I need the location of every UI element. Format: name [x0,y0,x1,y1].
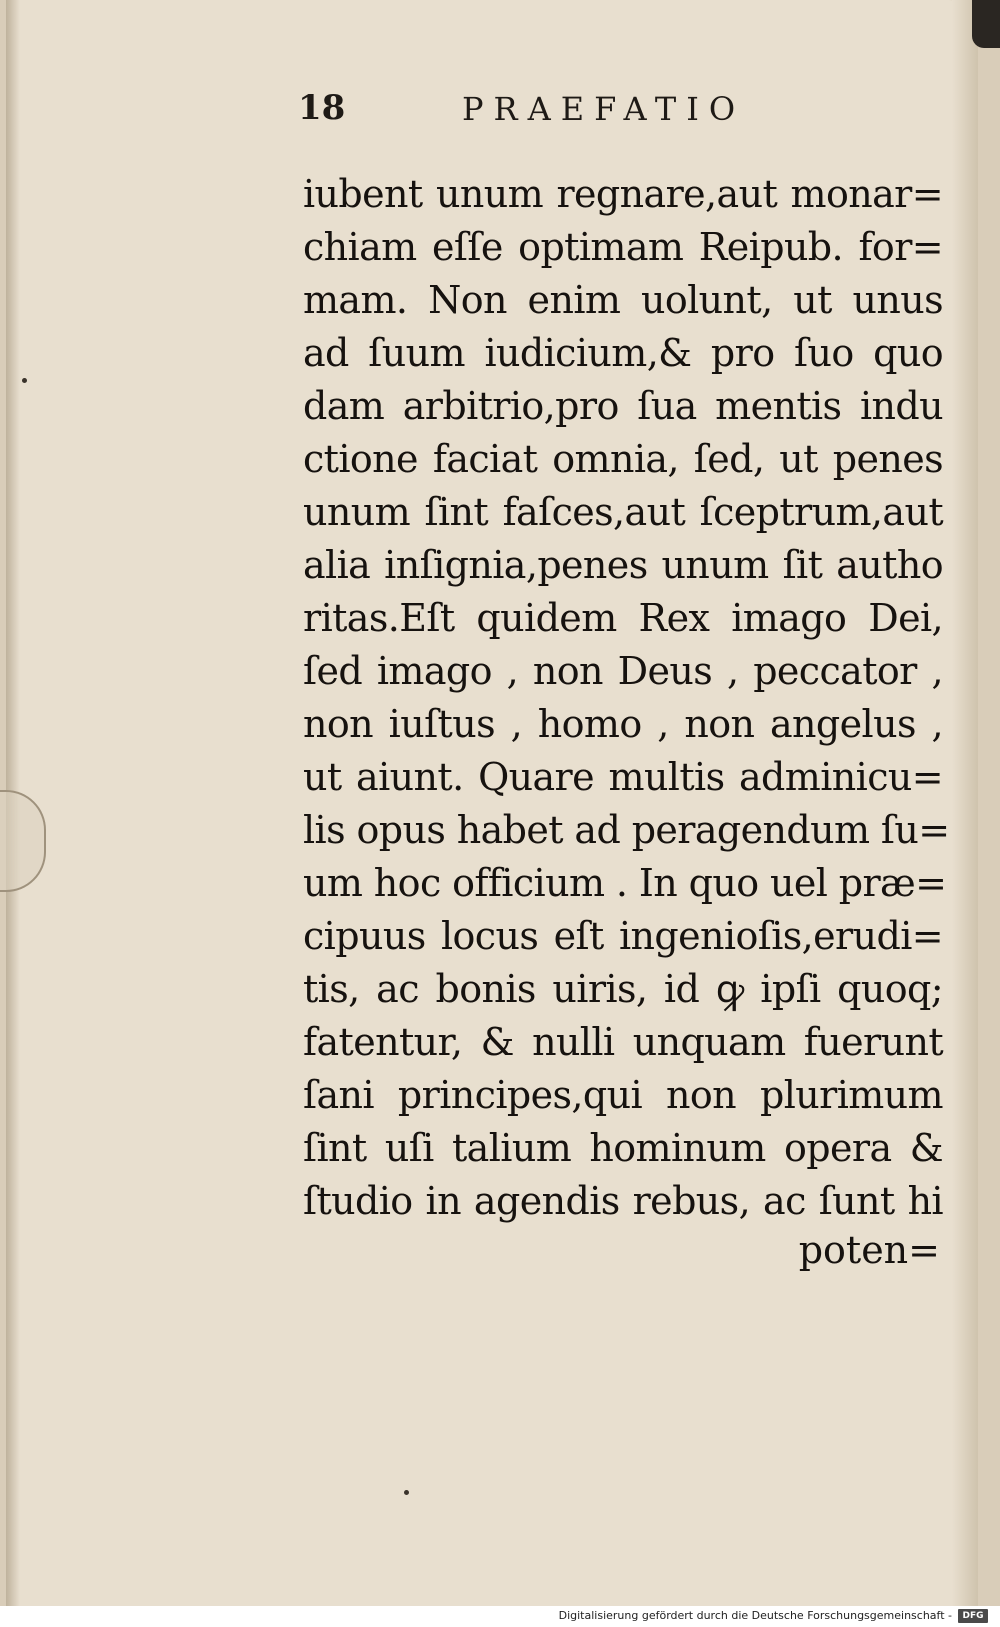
text-line: fatentur, & nulli unquam fuerunt [303,1020,943,1064]
digitization-footer [0,1606,1000,1627]
text-line: alia inſignia,penes unum ſit autho [303,543,943,587]
text-line: lis opus habet ad peragendum ſu= [303,808,950,852]
text-line: um hoc officium . In quo uel præ= [303,861,947,905]
text-line: ſed imago , non Deus , peccator , [303,649,943,693]
text-line: ſint uſi talium hominum opera & [303,1126,943,1170]
catchword: poten= [798,1228,940,1272]
running-title: PRAEFATIO [462,90,746,128]
body-text [303,168,950,1228]
text-line: ad ſuum iudicium,& pro ſuo quo [303,331,943,375]
text-line: iubent unum regnare,aut monar= [303,172,943,216]
text-line: unum ſint faſces,aut ſceptrum,aut [303,490,943,534]
text-line: cipuus locus eſt ingenioſis,erudi= [303,914,943,958]
folio-number: 18 [298,88,346,128]
paper-speck [22,378,27,383]
text-line: chiam eſſe optimam Reipub. for= [303,225,943,269]
text-line: ſtudio in agendis rebus, ac ſunt hi [303,1179,943,1223]
text-line: ritas.Eſt quidem Rex imago Dei, [303,596,943,640]
text-line: ut aiunt. Quare multis adminicu= [303,755,943,799]
text-line: ſani principes,qui non plurimum [303,1073,943,1117]
page-fore-edge [952,0,978,1606]
text-line: non iuſtus , homo , non angelus , [303,702,943,746]
paper-speck [404,1490,409,1495]
funding-credit: Digitalisierung gefördert durch die Deutsche Forschungsgemeinschaft - [558,1609,952,1622]
text-line: dam arbitrio,pro ſua mentis indu [303,384,943,428]
text-line: tis, ac bonis uiris, id ꝙ ipſi quoq; [303,967,943,1011]
page-header [0,88,1000,138]
text-line: mam. Non enim uolunt, ut unus [303,278,943,322]
book-binding [972,0,1000,48]
text-line: ctione faciat omnia, ſed, ut penes [303,437,943,481]
dfg-logo: DFG [958,1609,988,1623]
